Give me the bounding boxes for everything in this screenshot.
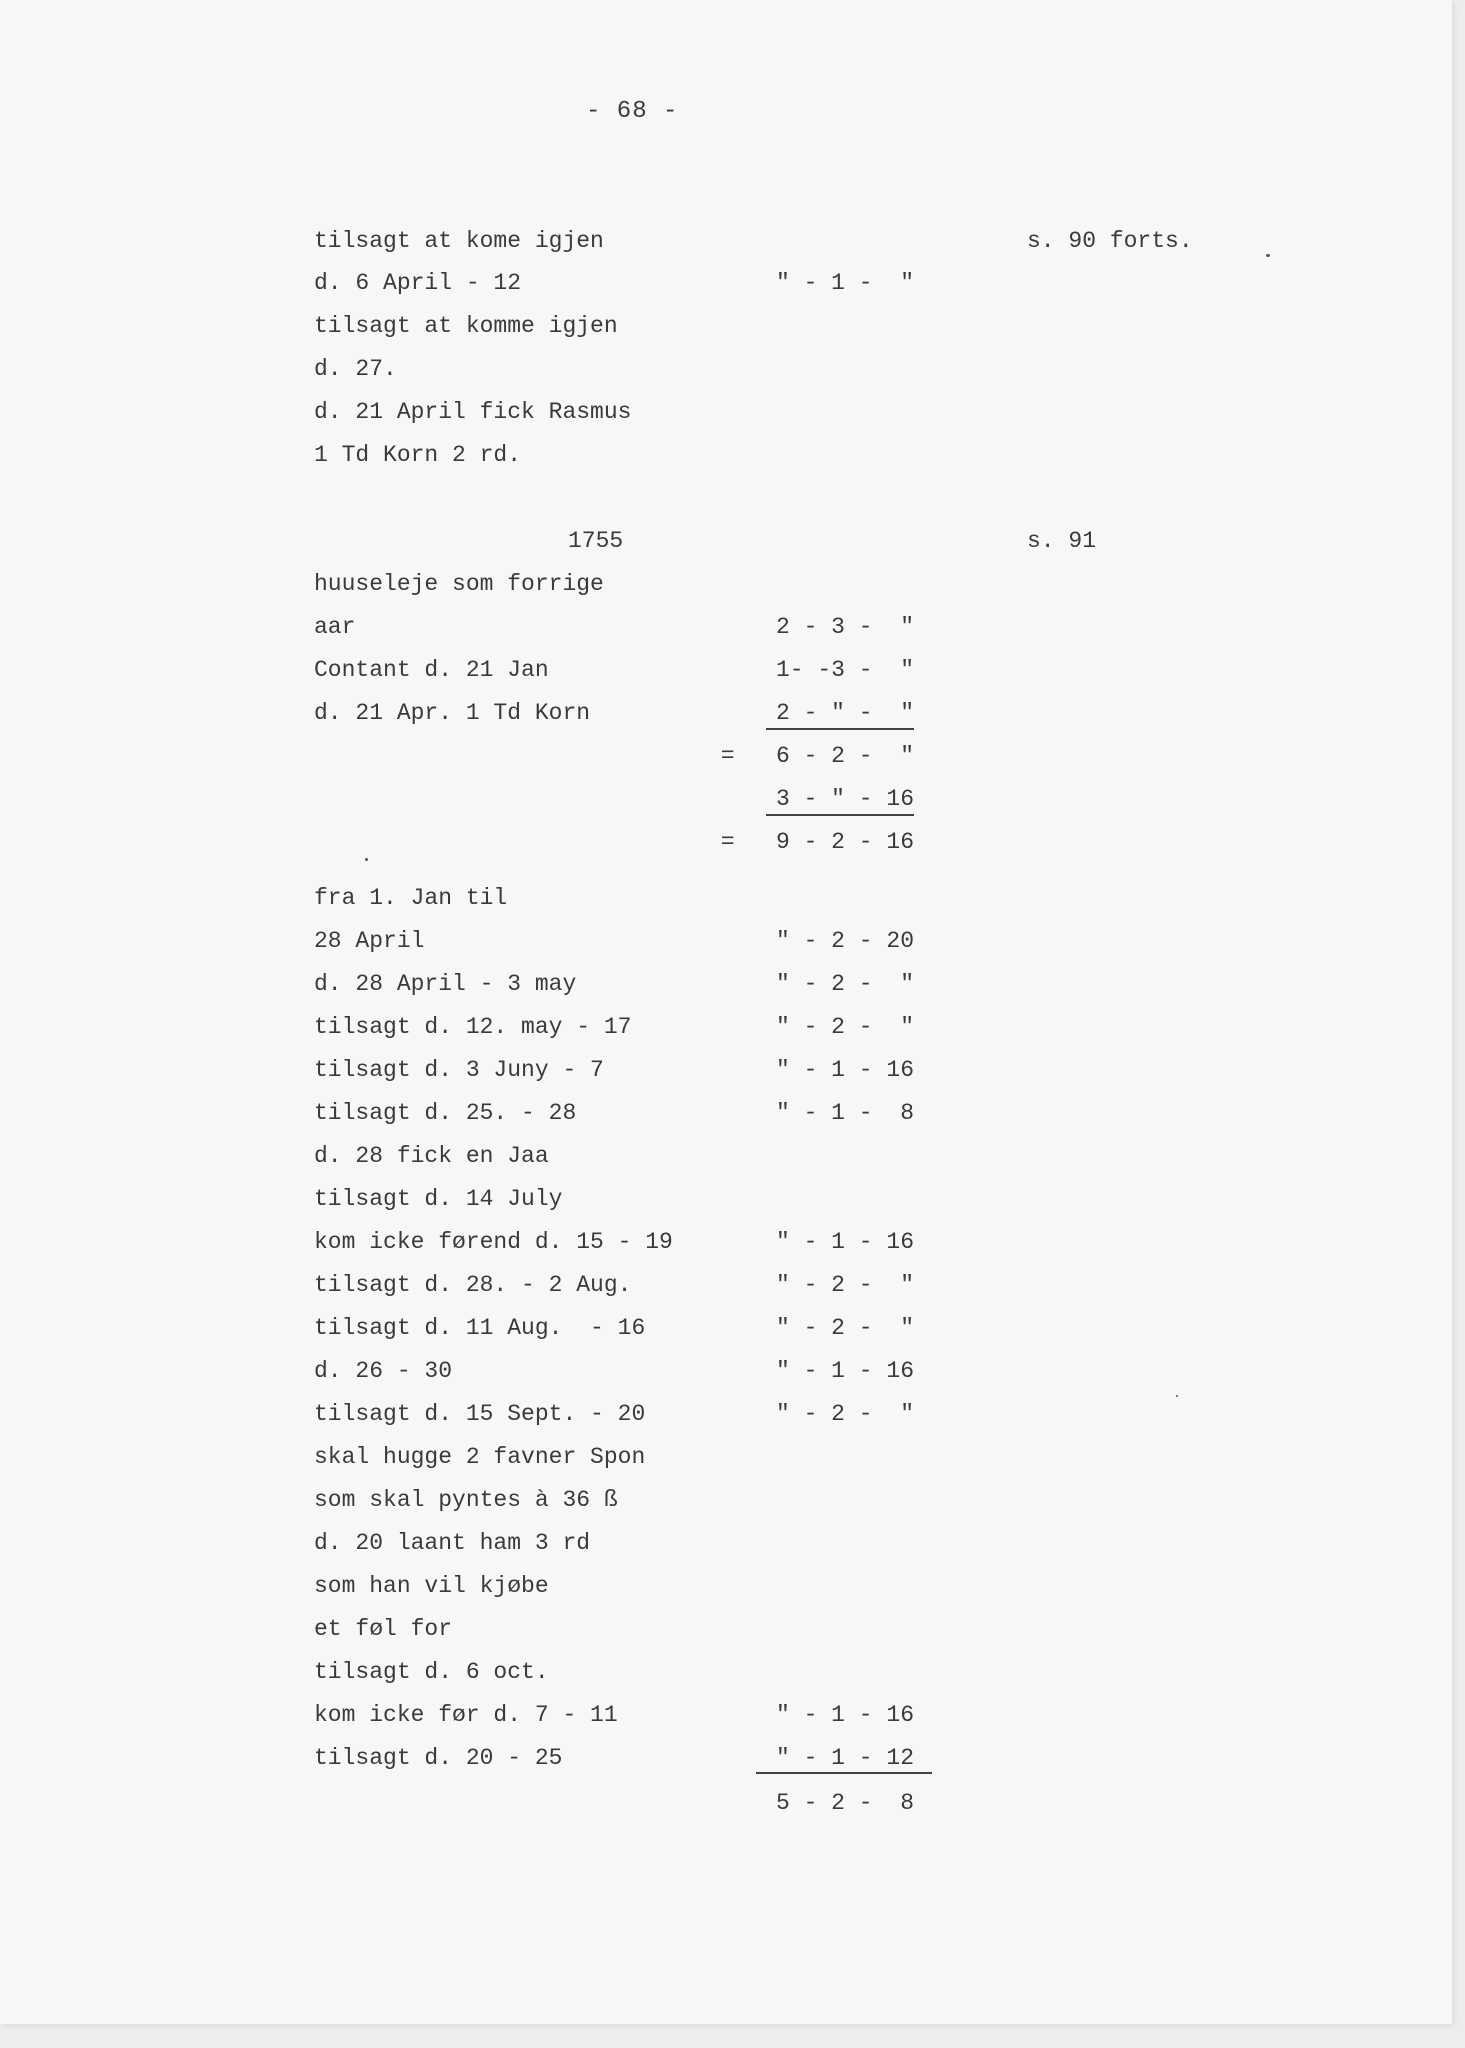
total: 5 - 2 - 8 <box>775 1790 914 1816</box>
text-line: d. 20 laant ham 3 rd <box>314 1530 591 1556</box>
sum-rule <box>756 1772 932 1774</box>
text-line: Contant d. 21 Jan <box>314 657 549 683</box>
text-line: d. 28 fick en Jaa <box>314 1143 549 1169</box>
total: = 9 - 2 - 16 <box>720 829 914 855</box>
text-line: skal hugge 2 favner Spon <box>314 1444 646 1470</box>
text-line: tilsagt d. 20 - 25 <box>314 1745 563 1771</box>
text-line: d. 26 - 30 <box>314 1358 453 1384</box>
amount: 1- -3 - " <box>775 657 914 683</box>
amount: " - 2 - " <box>775 1272 914 1298</box>
text-line: d. 21 April fick Rasmus <box>314 399 632 425</box>
sum-rule <box>766 728 914 730</box>
text-line: tilsagt d. 12. may - 17 <box>314 1014 632 1040</box>
amount: 3 - " - 16 <box>775 786 914 812</box>
text-line: kom icke førend d. 15 - 19 <box>314 1229 673 1255</box>
amount: " - 2 - " <box>775 1014 914 1040</box>
scan-speck <box>1266 254 1270 257</box>
amount: " - 2 - " <box>775 971 914 997</box>
text-line: tilsagt d. 3 Juny - 7 <box>314 1057 604 1083</box>
text-line: tilsagt d. 6 oct. <box>314 1659 549 1685</box>
text-line: fra 1. Jan til <box>314 885 508 911</box>
amount: " - 1 - 12 <box>775 1745 914 1771</box>
amount: 2 - 3 - " <box>775 614 914 640</box>
text-line: 28 April <box>314 928 425 954</box>
text-line: d. 28 April - 3 may <box>314 971 577 997</box>
scan-speck <box>1176 1395 1178 1397</box>
text-line: d. 21 Apr. 1 Td Korn <box>314 700 591 726</box>
page-reference: s. 91 <box>1027 528 1097 554</box>
year-heading: 1755 <box>568 528 624 554</box>
text-line: tilsagt at komme igjen <box>314 313 618 339</box>
text-line: d. 27. <box>314 356 397 382</box>
text-line: som skal pyntes à 36 ß <box>314 1487 618 1513</box>
scan-speck <box>365 858 368 861</box>
text-line: tilsagt d. 28. - 2 Aug. <box>314 1272 632 1298</box>
text-line: kom icke før d. 7 - 11 <box>314 1702 618 1728</box>
amount: " - 1 - 16 <box>775 1057 914 1083</box>
amount: " - 2 - " <box>775 1401 914 1427</box>
amount: 2 - " - " <box>775 700 914 726</box>
amount: " - 1 - 8 <box>775 1100 914 1126</box>
text-line: aar <box>314 614 356 640</box>
text-line: tilsagt d. 15 Sept. - 20 <box>314 1401 646 1427</box>
page-reference: s. 90 forts. <box>1027 228 1193 254</box>
text-line: tilsagt d. 11 Aug. - 16 <box>314 1315 646 1341</box>
text-line: tilsagt d. 14 July <box>314 1186 563 1212</box>
text-line: et føl for <box>314 1616 453 1642</box>
text-line: d. 6 April - 12 <box>314 270 522 296</box>
amount: " - 1 - 16 <box>775 1358 914 1384</box>
text-line: 1 Td Korn 2 rd. <box>314 442 522 468</box>
amount: " - 1 - " <box>775 270 914 296</box>
text-line: tilsagt d. 25. - 28 <box>314 1100 577 1126</box>
text-line: huuseleje som forrige <box>314 571 604 597</box>
page-number: - 68 - <box>586 98 679 125</box>
sum-rule <box>766 814 914 816</box>
amount: " - 2 - 20 <box>775 928 914 954</box>
text-line: tilsagt at kome igjen <box>314 228 604 254</box>
amount: " - 1 - 16 <box>775 1229 914 1255</box>
subtotal: = 6 - 2 - " <box>720 743 914 769</box>
amount: " - 1 - 16 <box>775 1702 914 1728</box>
amount: " - 2 - " <box>775 1315 914 1341</box>
text-line: som han vil kjøbe <box>314 1573 549 1599</box>
